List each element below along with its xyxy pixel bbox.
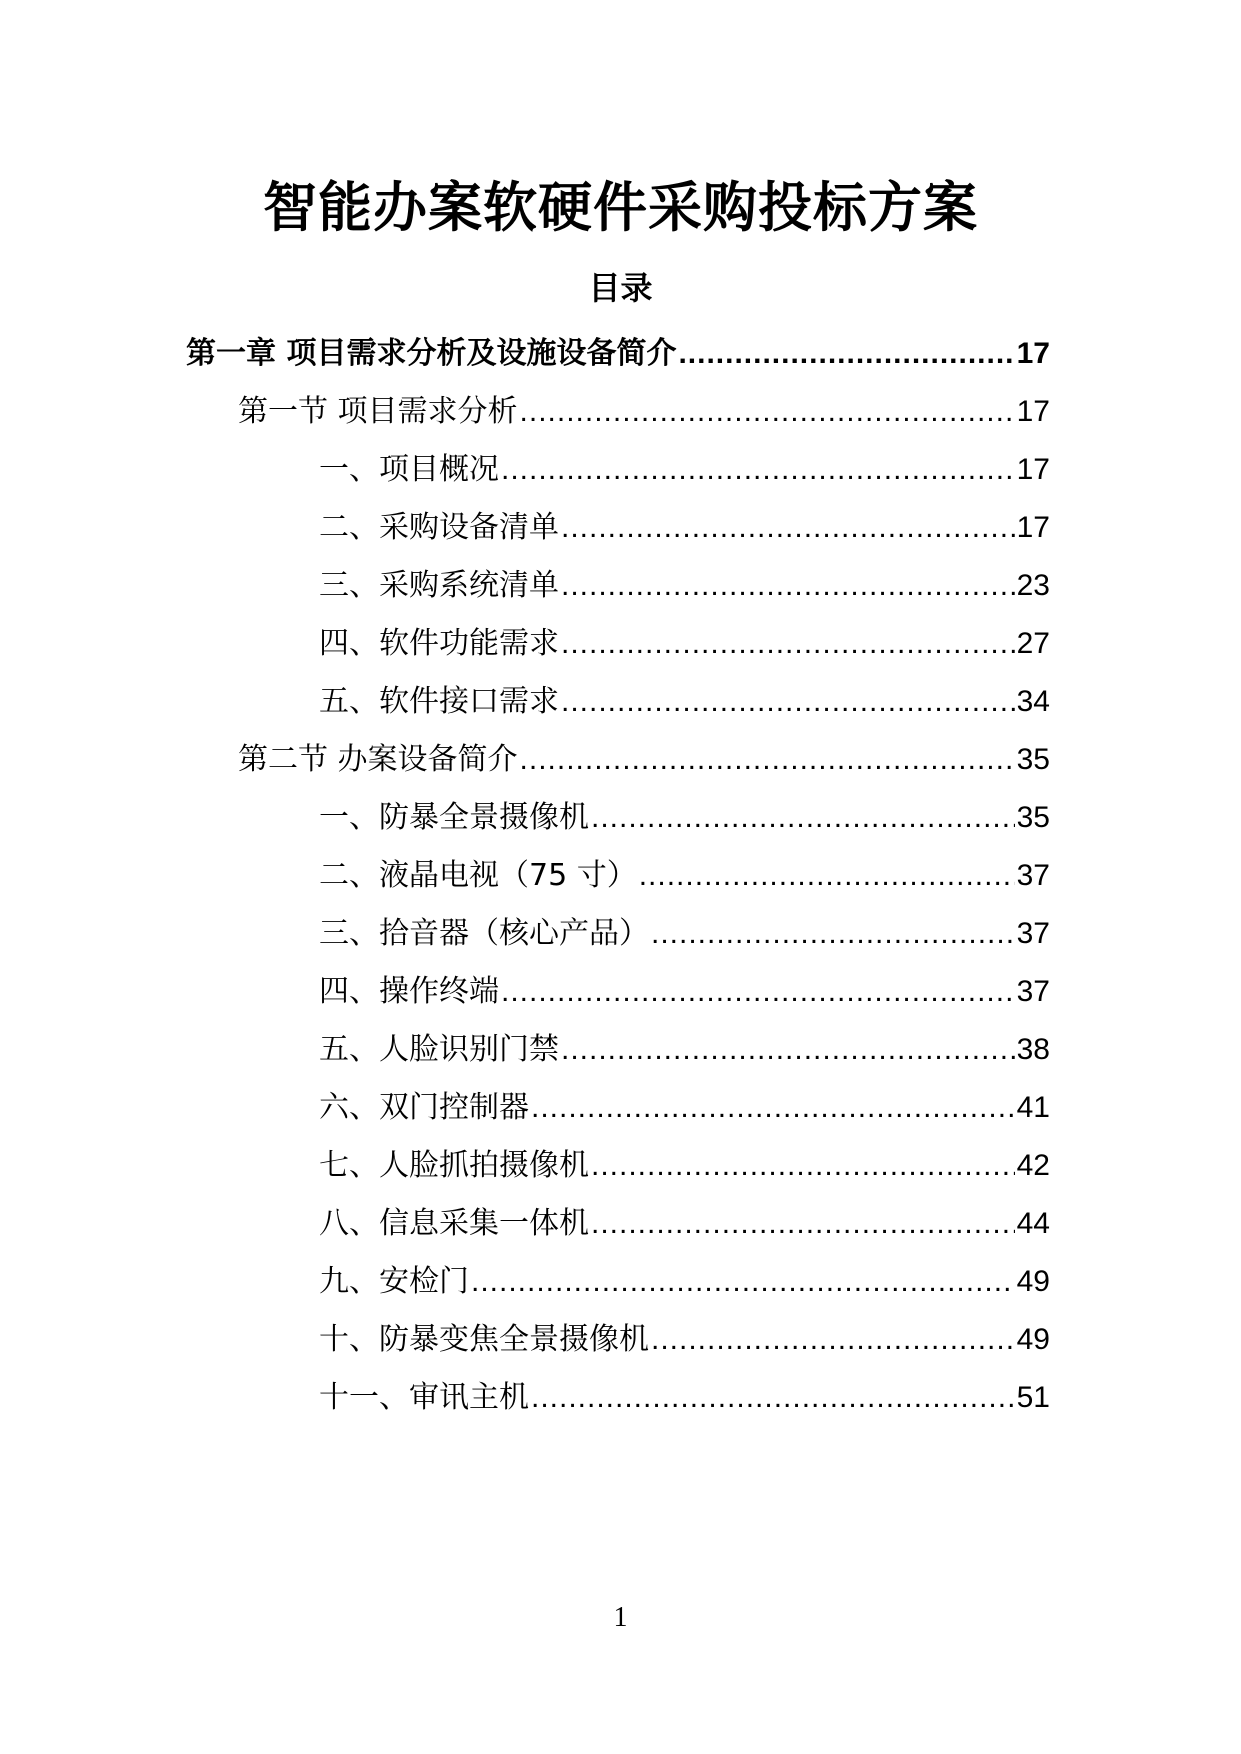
toc-page-number: 51 bbox=[1016, 1381, 1050, 1414]
toc-leader bbox=[520, 740, 1015, 780]
toc-leader bbox=[561, 566, 1015, 606]
toc-leader bbox=[501, 450, 1015, 490]
page-number: 1 bbox=[613, 1602, 628, 1633]
toc-page-number: 17 bbox=[1016, 395, 1050, 428]
toc-entry-text: 八、信息采集一体机 bbox=[319, 1206, 589, 1241]
toc-leader bbox=[591, 1146, 1015, 1186]
toc-entry-item[interactable] bbox=[319, 562, 1050, 606]
toc-entry-item[interactable] bbox=[319, 1316, 1050, 1360]
toc-leader bbox=[531, 1088, 1015, 1128]
toc-leader bbox=[591, 1204, 1015, 1244]
toc-entry-text: 第一章 项目需求分析及设施设备简介 bbox=[186, 336, 677, 371]
toc-entry-text: 六、双门控制器 bbox=[319, 1090, 529, 1125]
toc-entry-chapter-1[interactable] bbox=[186, 330, 1050, 374]
toc-entry-text: 十一、审讯主机 bbox=[319, 1380, 529, 1415]
document-title: 智能办案软硬件采购投标方案 bbox=[263, 176, 978, 239]
toc-entry-text: 九、安检门 bbox=[319, 1264, 469, 1299]
toc-entry-text: 第一节 项目需求分析 bbox=[238, 394, 518, 429]
toc-page-number: 17 bbox=[1016, 511, 1050, 544]
toc-entry-text: 一、防暴全景摄像机 bbox=[319, 800, 589, 835]
toc-page-number: 41 bbox=[1016, 1091, 1050, 1124]
toc-heading: 目录 bbox=[588, 269, 653, 307]
toc-page-number: 35 bbox=[1016, 801, 1050, 834]
toc-entry-text: 二、液晶电视（75 寸） bbox=[319, 858, 637, 893]
toc-leader bbox=[678, 334, 1014, 374]
toc-page-number: 17 bbox=[1016, 453, 1050, 486]
toc-entry-item[interactable] bbox=[319, 794, 1050, 838]
toc-entry-text: 十、防暴变焦全景摄像机 bbox=[319, 1322, 649, 1357]
toc-page-number: 38 bbox=[1016, 1033, 1050, 1066]
toc-entry-item[interactable] bbox=[319, 678, 1050, 722]
toc-page-number: 27 bbox=[1016, 627, 1050, 660]
toc-entry-text: 三、采购系统清单 bbox=[319, 568, 559, 603]
toc-page-number: 37 bbox=[1016, 859, 1050, 892]
toc-entry-item[interactable] bbox=[319, 504, 1050, 548]
toc-page-number: 44 bbox=[1016, 1207, 1050, 1240]
toc-entry-text: 四、操作终端 bbox=[319, 974, 499, 1009]
toc-entry-text: 二、采购设备清单 bbox=[319, 510, 559, 545]
toc-entry-section-1[interactable] bbox=[238, 388, 1050, 432]
toc-entry-item[interactable] bbox=[319, 1026, 1050, 1070]
toc-leader bbox=[520, 392, 1015, 432]
toc-entry-item[interactable] bbox=[319, 1374, 1050, 1418]
toc-leader bbox=[501, 972, 1015, 1012]
toc-page-number: 49 bbox=[1016, 1265, 1050, 1298]
toc-page-number: 37 bbox=[1016, 975, 1050, 1008]
toc-page-number: 23 bbox=[1016, 569, 1050, 602]
toc-entry-text: 一、项目概况 bbox=[319, 452, 499, 487]
toc-entry-item[interactable] bbox=[319, 1258, 1050, 1302]
toc-entry-item[interactable] bbox=[319, 620, 1050, 664]
toc-entry-text: 第二节 办案设备简介 bbox=[238, 742, 518, 777]
toc-entry-item[interactable] bbox=[319, 1142, 1050, 1186]
toc-entry-item[interactable] bbox=[319, 910, 1050, 954]
toc-entry-item[interactable] bbox=[319, 1084, 1050, 1128]
toc-page-number: 37 bbox=[1016, 917, 1050, 950]
toc-page-number: 35 bbox=[1016, 743, 1050, 776]
toc-entry-text: 五、软件接口需求 bbox=[319, 684, 559, 719]
toc-leader bbox=[561, 624, 1015, 664]
toc-entry-text: 三、拾音器（核心产品） bbox=[319, 916, 649, 951]
toc-entry-item[interactable] bbox=[319, 852, 1050, 896]
toc-leader bbox=[651, 914, 1015, 954]
toc-entry-item[interactable] bbox=[319, 446, 1050, 490]
toc-page-number: 42 bbox=[1016, 1149, 1050, 1182]
toc-entry-text: 五、人脸识别门禁 bbox=[319, 1032, 559, 1067]
toc-leader bbox=[561, 508, 1015, 548]
toc-page-number: 17 bbox=[1016, 337, 1050, 370]
toc-leader bbox=[651, 1320, 1015, 1360]
toc-page-number: 34 bbox=[1016, 685, 1050, 718]
toc-leader bbox=[471, 1262, 1015, 1302]
toc-leader bbox=[561, 1030, 1015, 1070]
toc-page-number: 49 bbox=[1016, 1323, 1050, 1356]
toc-leader bbox=[591, 798, 1015, 838]
toc-entry-item[interactable] bbox=[319, 968, 1050, 1012]
toc-leader bbox=[561, 682, 1015, 722]
toc-leader bbox=[639, 856, 1015, 896]
toc-entry-section-2[interactable] bbox=[238, 736, 1050, 780]
toc-entry-text: 七、人脸抓拍摄像机 bbox=[319, 1148, 589, 1183]
toc-entry-text: 四、软件功能需求 bbox=[319, 626, 559, 661]
toc-leader bbox=[531, 1378, 1015, 1418]
toc-entry-item[interactable] bbox=[319, 1200, 1050, 1244]
